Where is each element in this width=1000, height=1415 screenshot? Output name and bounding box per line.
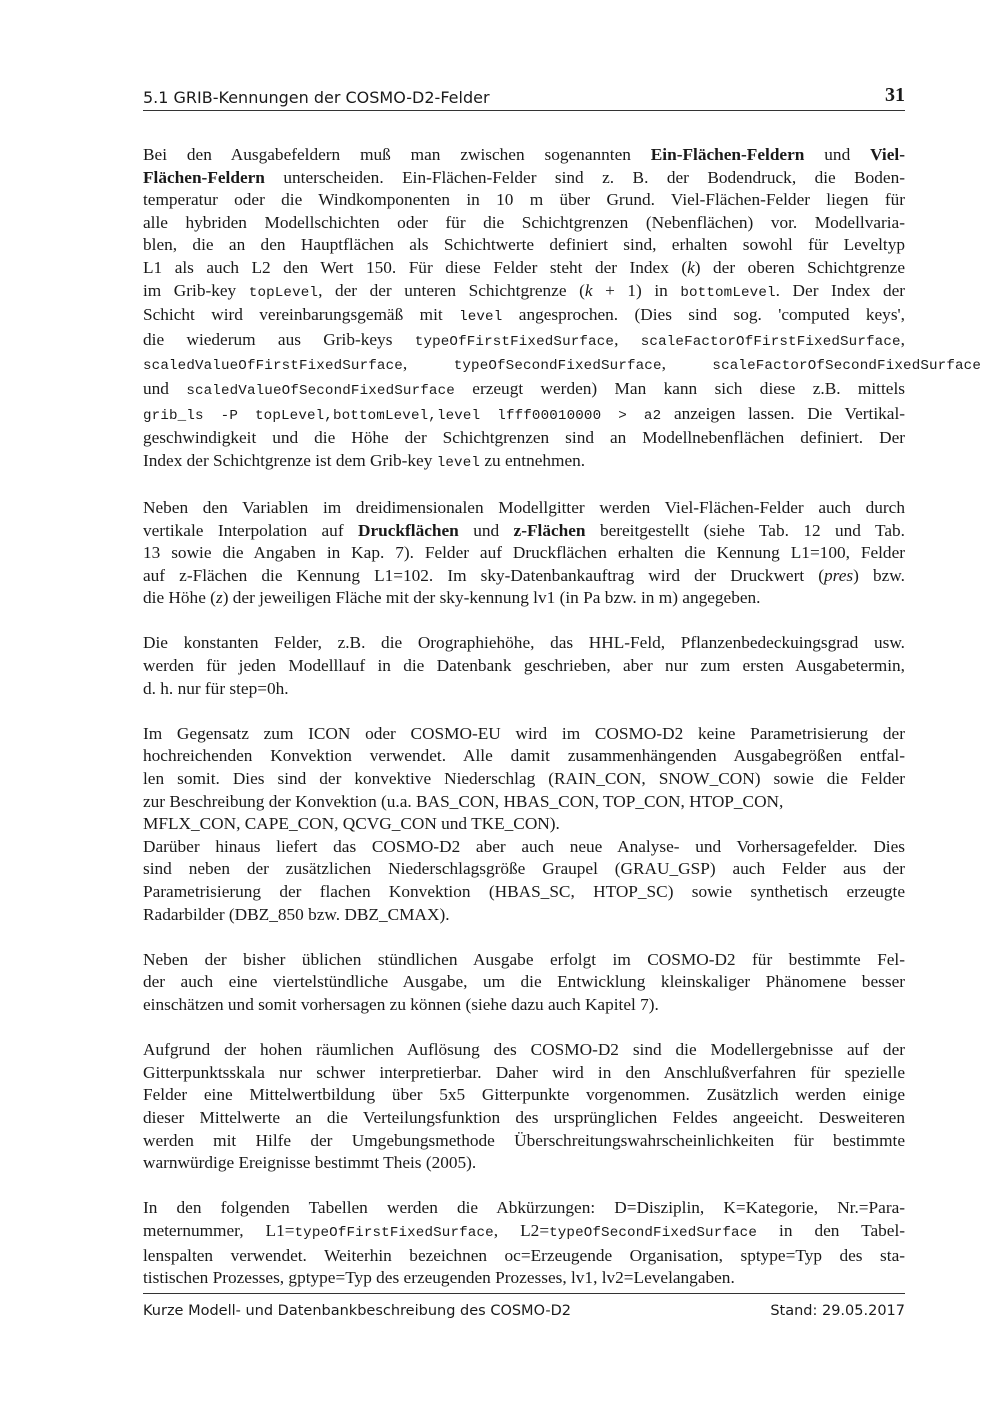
text-line: Aufgrund der hohen räumlichen Auflösung des COSMO-D2 sind die Modellergebnisse auf der [143,1040,905,1060]
code-key: level [459,309,503,326]
text-line: der auch eine viertelstündliche Ausgabe, um die Entwicklung kleinskaliger Phänomene besser [143,972,905,992]
text-line: werden für jeden Modelllauf in die Datenbank geschrieben, aber nur zum ersten Ausgabetermin, [143,656,905,676]
section-title: 5.1 GRIB-Kennungen der COSMO-D2-Felder [143,88,490,107]
text-line: Radarbilder (DBZ_850 bzw. DBZ_CMAX). [143,904,450,924]
code-key: typeOfFirstFixedSurface [414,333,615,350]
paragraph-6 [143,1039,905,1175]
paragraph-3 [143,632,905,700]
code-key: bottomLevel [680,284,776,301]
text-line: zur Beschreibung der Konvektion (u.a. BAS_CON, HBAS_CON, TOP_CON, HTOP_CON, [143,791,784,811]
text-line: im Grib-key topLevel, der der unteren Schichtgrenze (k + 1) in bottomLevel. Der Index der [143,280,906,301]
text-line: lenspalten verwendet. Weiterhin bezeichnen oc=Erzeugende Organisation, sptype=Typ des sta- [143,1245,905,1265]
text-line: d. h. nur für step=0h. [143,678,289,698]
code-key: typeOfSecondFixedSurface [549,1224,758,1241]
text-line: dieser Mittelwerte an die Verteilungsfunktion des ursprünglichen Feldes angeeicht. Desweiteren [143,1107,905,1127]
text-line: len somit. Dies sind der konvektive Niederschlag (RAIN_CON, SNOW_CON) sowie die Felder [143,769,905,789]
text-line: Schicht wird vereinbarungsgemäß mit level angesprochen. (Dies sind sog. 'computed keys', [143,305,905,326]
text-line: Felder eine Mittelwertbildung über 5x5 Gitterpunkte vorgenommen. Zusätzlich werden einige [143,1085,905,1105]
text-line: Flächen-Feldern unterscheiden. Ein-Flächen-Felder sind z. B. der Bodendruck, die Boden- [143,167,905,187]
text-line: MFLX_CON, CAPE_CON, QCVG_CON und TKE_CON). [143,814,560,834]
page-footer [143,1293,905,1324]
code-key: typeOfFirstFixedSurface [294,1224,494,1241]
code-key: scaledValueOfFirstFixedSurface [143,358,403,375]
text-line: grib_ls -P topLevel,bottomLevel,level lfff00010000 > a2 anzeigen lassen. Die Vertikal- [143,403,905,424]
page-number: 31 [885,84,905,106]
text-line: blen, die an den Hauptflächen als Schichtwerte definiert sind, erhalten sowohl für Leveltyp [143,235,905,255]
code-key: scaledValueOfSecondFixedSurface [186,382,455,399]
text-line: Neben den Variablen im dreidimensionalen Modellgitter werden Viel-Flächen-Felder auch durch [143,497,905,517]
text-line: vertikale Interpolation auf Druckflächen und z-Flächen bereitgestellt (siehe Tab. 12 und Tab. [143,520,905,540]
code-key: level [436,454,481,471]
paragraph-5 [143,949,905,1017]
text-line: die Höhe (z) der jeweiligen Fläche mit der sky-kennung lv1 (in Pa bzw. in m) angegeben. [143,588,761,608]
text-line: die wiederum aus Grib-keys typeOfFirstFixedSurface, scaleFactorOfFirstFixedSurface, [143,329,905,350]
text-line: Neben der bisher üblichen stündlichen Ausgabe erfolgt im COSMO-D2 für bestimmte Fel- [143,949,905,969]
paragraph-7 [143,1197,905,1289]
paragraph-2 [143,497,905,610]
text-line: Index der Schichtgrenze ist dem Grib-key level zu entnehmen. [143,450,586,471]
text-line: meternummer, L1=typeOfFirstFixedSurface, L2=typeOfSecondFixedSurface in den Tabel- [143,1220,906,1241]
footer-date: Stand: 29.05.2017 [770,1303,905,1319]
body-text [143,144,982,1290]
text-line: scaledValueOfFirstFixedSurface, typeOfSecondFixedSurface, scaleFactorOfSecondFixedSurface [143,354,982,375]
text-line: hochreichenden Konvektion verwendet. Alle damit zusammenhängenden Ausgabegrößen entfal- [143,746,905,766]
code-key: typeOfSecondFixedSurface [453,358,662,375]
text-line: Parametrisierung der flachen Konvektion (HBAS_SC, HTOP_SC) sowie synthetisch erzeugte [143,882,905,901]
footer-title: Kurze Modell- und Datenbankbeschreibung des COSMO-D2 [143,1303,572,1319]
text-line: Darüber hinaus liefert das COSMO-D2 aber auch neue Analyse- und Vorhersagefelder. Dies [143,836,905,856]
text-line: temperatur oder die Windkomponenten in 10 m über Grund. Viel-Flächen-Felder liegen für [143,190,905,210]
paragraph-4 [143,723,905,926]
text-line: sind neben der zusätzlichen Niederschlagsgröße Graupel (GRAU_GSP) auch Felder aus der [143,859,905,879]
paragraph-1 [143,144,982,474]
text-line: und scaledValueOfSecondFixedSurface erzeugt werden) Man kann sich diese z.B. mittels [143,378,905,399]
text-line: Im Gegensatz zum ICON oder COSMO-EU wird im COSMO-D2 keine Parametrisierung der [143,723,905,743]
code-key: scaleFactorOfSecondFixedSurface [712,358,982,375]
text-line: tistischen Prozesses, gptype=Typ des erzeugenden Prozesses, lv1, lv2=Levelangaben. [143,1268,735,1288]
text-line: 13 sowie die Angaben in Kap. 7). Felder auf Druckflächen erhalten die Kennung L1=100, Felder [143,543,905,563]
code-key: topLevel [248,284,319,301]
text-line: Bei den Ausgabefeldern muß man zwischen sogenannten Ein-Flächen-Feldern und Viel- [143,145,905,164]
text-line: werden mit Hilfe der Umgebungsmethode Überschreitungswahrscheinlichkeiten für bestimmte [143,1130,905,1150]
text-line: einschätzen und somit vorhersagen zu können (siehe dazu auch Kapitel 7). [143,994,659,1014]
text-line: alle hybriden Modellschichten oder für die Schichtgrenzen (Nebenflächen) vor. Modellvaria- [143,212,905,232]
text-line: Die konstanten Felder, z.B. die Orographiehöhe, das HHL-Feld, Pflanzenbedeckuingsgrad usw. [143,633,905,653]
text-line: warnwürdige Ereignisse bestimmt Theis (2005). [143,1153,477,1173]
code-command: grib_ls -P topLevel,bottomLevel,level lfff00010000 > a2 [143,407,662,424]
page-header [143,84,905,111]
text-line: geschwindigkeit und die Höhe der Schichtgrenzen sind an Modellnebenflächen definiert. Der [143,428,905,448]
text-line: auf z-Flächen die Kennung L1=102. Im sky-Datenbankauftrag wird der Druckwert (pres) bzw. [143,565,905,585]
text-line: L1 als auch L2 den Wert 150. Für diese Felder steht der Index (k) der oberen Schichtgrenze [143,257,905,277]
text-line: In den folgenden Tabellen werden die Abkürzungen: D=Disziplin, K=Kategorie, Nr.=Para- [143,1198,905,1218]
text-line: Gitterpunktsskala nur schwer interpretierbar. Daher wird in den Anschlußverfahren für spezielle [143,1062,905,1082]
code-key: scaleFactorOfFirstFixedSurface [640,333,901,350]
